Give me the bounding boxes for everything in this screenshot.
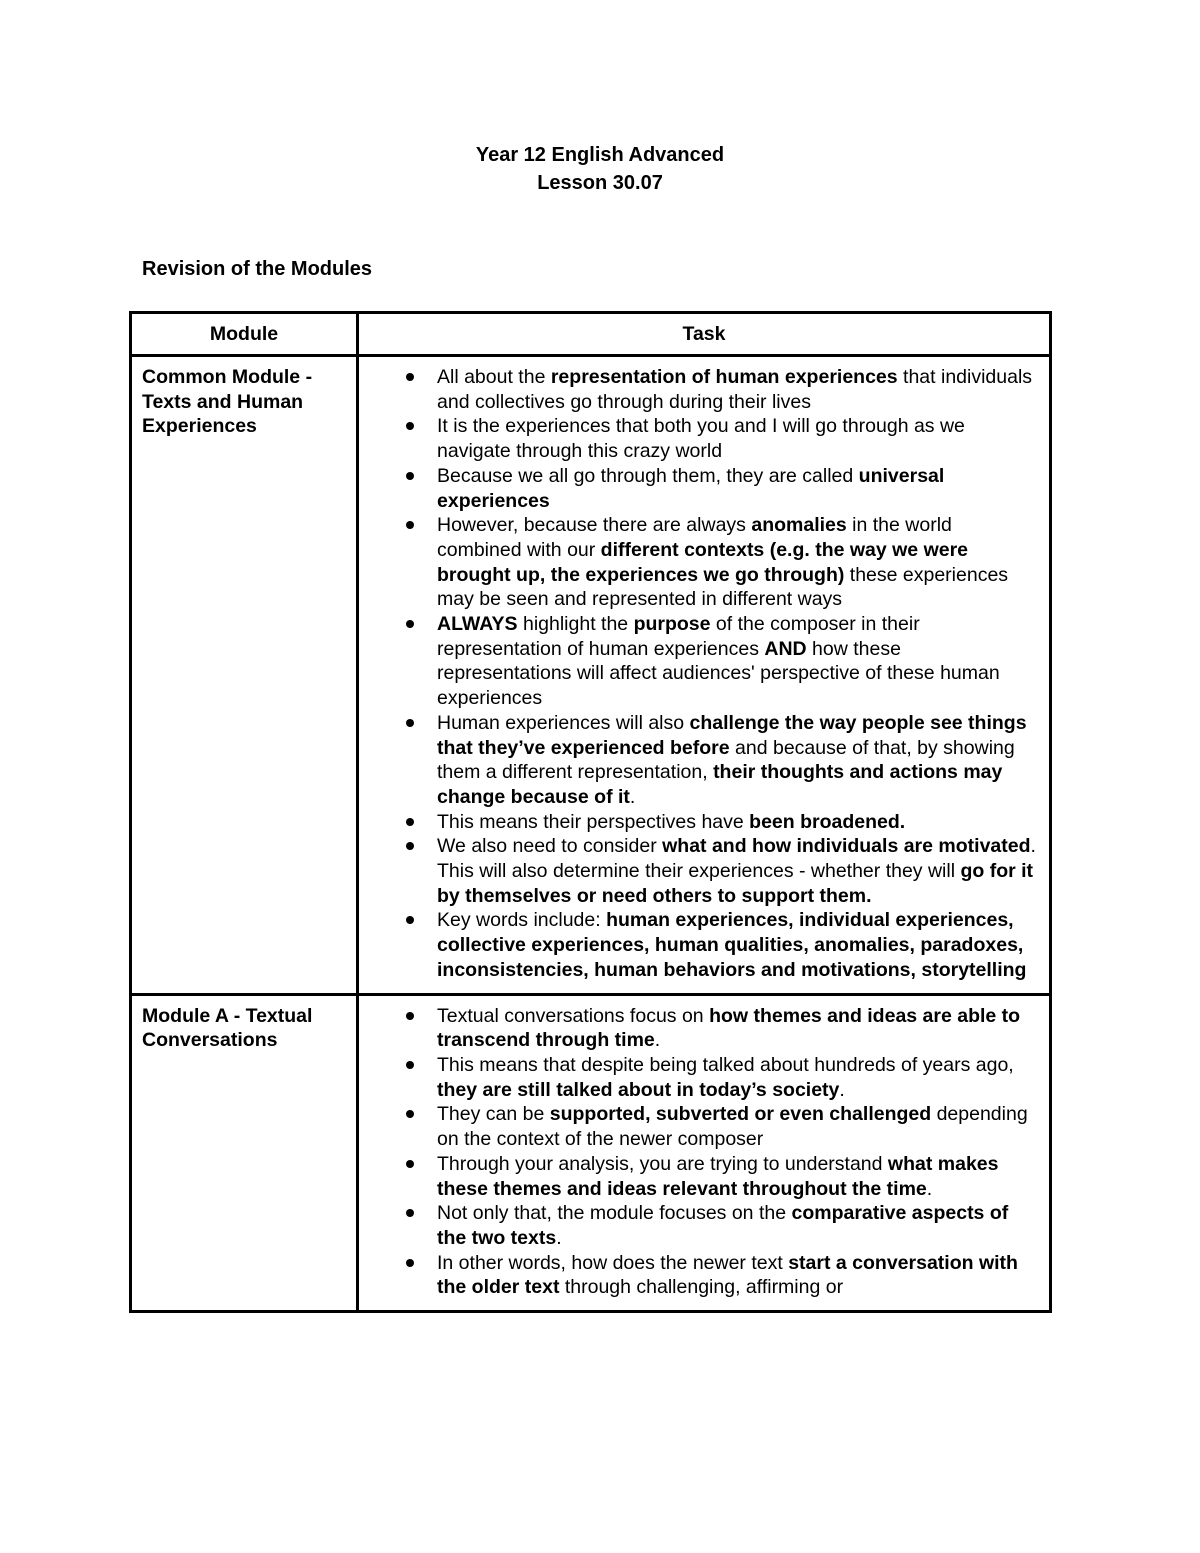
text-segment: highlight the [517, 613, 634, 636]
task-bullet-item [437, 612, 1039, 711]
module-column-header: Module [131, 313, 358, 356]
table-row [131, 994, 1051, 1311]
task-bullet-item [437, 1152, 1039, 1201]
task-bullet-item [437, 365, 1039, 414]
table-row [131, 356, 1051, 995]
task-cell [358, 994, 1051, 1311]
text-segment: Through your analysis, you are trying to understand [437, 1152, 888, 1175]
module-name-line: Module A - Textual [142, 1004, 313, 1027]
bold-text-segment: anomalies [751, 514, 847, 537]
bold-text-segment: AND [764, 637, 807, 660]
module-name-cell [131, 356, 358, 995]
text-segment: . [654, 1029, 661, 1052]
module-name-line: Experiences [142, 415, 257, 438]
task-bullet-item [437, 711, 1039, 810]
text-segment: In other words, how does the newer text [437, 1251, 789, 1274]
text-segment: . This will also determine their experiences - whether they will [437, 835, 1036, 883]
task-column-header: Task [358, 313, 1051, 356]
module-name-line: Conversations [142, 1029, 278, 1052]
text-segment: Not only that, the module focuses on the [437, 1202, 792, 1225]
bold-text-segment: universal experiences [437, 464, 945, 512]
text-segment: All about the [437, 366, 551, 388]
text-segment: through challenging, affirming or [559, 1276, 844, 1299]
module-name-line: Common Module - [142, 366, 313, 388]
bold-text-segment: challenge the way people see things that they’ve experienced before [437, 711, 1027, 759]
text-segment: in the world combined with our [437, 514, 952, 561]
table-body [131, 356, 1051, 1312]
modules-table [129, 311, 1052, 1313]
text-segment: these experiences may be seen and represented in different ways [437, 563, 1009, 611]
bold-text-segment: how themes and ideas are able to transcend through time [437, 1004, 1021, 1052]
text-segment: Human experiences will also [437, 711, 690, 734]
bold-text-segment: supported, subverted or even challenged [549, 1103, 932, 1126]
document-title: Year 12 English Advanced [475, 144, 725, 166]
text-segment: . [556, 1226, 562, 1249]
bold-text-segment: different contexts (e.g. the way we were brought up, the experiences we go through) [437, 538, 969, 586]
text-segment: and because of that, by showing them a different representation, [437, 736, 1015, 784]
task-bullet-item [437, 810, 1039, 835]
text-segment: depending on the context of the newer composer [437, 1103, 1028, 1151]
text-segment: how these representations will affect audiences' perspective of these human experiences [437, 637, 1000, 710]
module-name-cell [131, 994, 358, 1311]
bold-text-segment: purpose [633, 613, 711, 636]
text-segment: This means their perspectives have [437, 810, 750, 833]
text-segment: It is the experiences that both you and I will go through as we navigate through this crazy world [437, 415, 965, 463]
bold-text-segment: they are still talked about in today’s society [437, 1078, 840, 1101]
task-bullet-list [359, 1004, 1039, 1300]
task-bullet-item [437, 908, 1039, 982]
bold-text-segment: human experiences, individual experiences, collective experiences, human qualities, anomalies, paradoxes, inconsistencies, human behaviors and motivations, storytelling [437, 909, 1027, 981]
task-bullet-item [437, 834, 1039, 908]
bold-text-segment: ALWAYS [437, 613, 518, 636]
task-bullet-item [437, 1102, 1039, 1151]
task-bullet-item [437, 414, 1039, 463]
text-segment: We also need to consider [437, 835, 663, 858]
document-title-block [0, 141, 1200, 197]
bold-text-segment: go for it by themselves or need others to support them. [437, 860, 1034, 907]
bold-text-segment: what makes these themes and ideas relevant throughout the time [437, 1152, 999, 1200]
text-segment: . [839, 1078, 845, 1101]
lesson-label: Lesson 30.07 [537, 172, 663, 194]
section-heading: Revision of the Modules [142, 258, 373, 280]
text-segment: However, because there are always [437, 514, 752, 537]
bold-text-segment: been broadened. [749, 810, 906, 833]
bold-text-segment: their thoughts and actions may change because of it [437, 761, 1003, 808]
text-segment: that individuals and collectives go through during their lives [437, 366, 1033, 413]
text-segment: . [926, 1177, 933, 1200]
task-bullet-item [437, 464, 1039, 513]
text-segment: Because we all go through them, they are called [437, 464, 859, 487]
text-segment: They can be [437, 1103, 550, 1126]
text-segment: of the composer in their representation of human experiences [437, 613, 920, 660]
table-header-row [131, 313, 1051, 356]
task-bullet-list [359, 365, 1039, 983]
bold-text-segment: comparative aspects of the two texts [437, 1202, 1009, 1249]
module-name-line: Texts and Human [142, 390, 304, 413]
task-bullet-item [437, 1251, 1039, 1300]
bold-text-segment: start a conversation with the older text [437, 1251, 1018, 1299]
task-cell [358, 356, 1051, 995]
task-bullet-item [437, 1201, 1039, 1250]
bold-text-segment: representation of human experiences [550, 366, 898, 388]
text-segment: Key words include: [437, 909, 607, 932]
task-bullet-item [437, 1004, 1039, 1053]
text-segment: Textual conversations focus on [437, 1004, 710, 1027]
text-segment: . [629, 785, 636, 808]
text-segment: This means that despite being talked about hundreds of years ago, [437, 1053, 1014, 1076]
bold-text-segment: what and how individuals are motivated [662, 835, 1031, 858]
task-bullet-item [437, 513, 1039, 612]
task-bullet-item [437, 1053, 1039, 1102]
